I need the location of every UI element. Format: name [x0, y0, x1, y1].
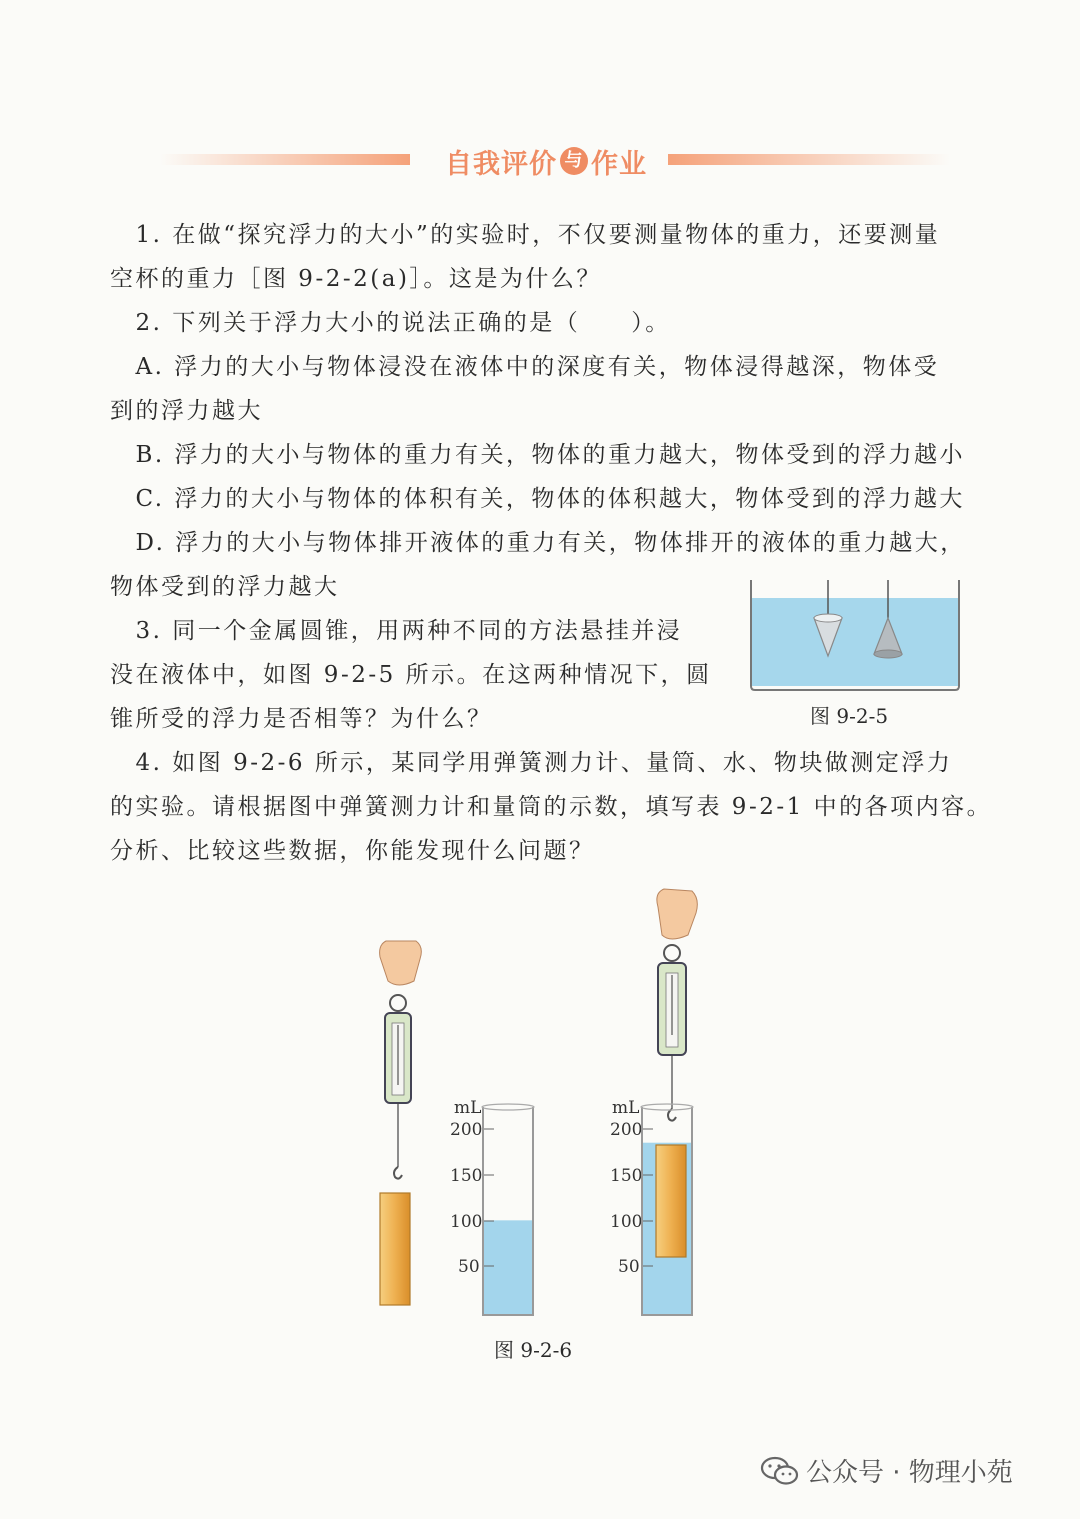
right-cylinder-unit: mL [612, 1098, 640, 1118]
q2-option-a-line-1: A. 浮力的大小与物体浸没在液体中的深度有关，物体浸得越深，物体受 [110, 354, 940, 380]
header-left-bar [160, 154, 410, 165]
figure-9-2-5 [748, 580, 962, 692]
section-header [160, 138, 950, 184]
section-title [422, 138, 670, 184]
right-scale-150: 150 [610, 1166, 643, 1186]
left-scale-100: 100 [450, 1212, 483, 1232]
left-block [380, 1193, 410, 1305]
q2-option-a-line-2: 到的浮力越大 [110, 398, 263, 424]
q1-line-1: 1. 在做“探究浮力的大小”的实验时，不仅要测量物体的重力，还要测量 [110, 222, 941, 248]
section-title-part2: 作业 [591, 148, 647, 180]
left-cylinder-unit: mL [454, 1098, 482, 1118]
left-scale-150: 150 [450, 1166, 483, 1186]
q3-line-2: 没在液体中，如图 9-2-5 所示。在这两种情况下，圆 [110, 662, 712, 688]
figure-9-2-6 [370, 885, 710, 1325]
left-cylinder-scale [450, 1098, 482, 1277]
q3-line-3: 锥所受的浮力是否相等？为什么？ [110, 706, 493, 732]
left-cylinder [482, 1104, 534, 1315]
right-spring-scale [658, 945, 686, 1121]
right-scale-200: 200 [610, 1120, 643, 1140]
right-block-submerged [656, 1145, 686, 1257]
q2-option-c: C. 浮力的大小与物体的体积有关，物体的体积越大，物体受到的浮力越大 [110, 486, 965, 512]
right-scale-100: 100 [610, 1212, 643, 1232]
q2-option-b: B. 浮力的大小与物体的重力有关，物体的重力越大，物体受到的浮力越小 [110, 442, 966, 468]
left-spring-scale [385, 995, 411, 1179]
watermark [760, 1452, 1013, 1489]
figure-9-2-6-caption: 图 9-2-6 [494, 1338, 573, 1362]
q4-line-1: 4. 如图 9-2-6 所示，某同学用弹簧测力计、量筒、水、物块做测定浮力 [110, 750, 953, 776]
q1-line-2: 空杯的重力［图 9-2-2(a)］。这是为什么？ [110, 266, 602, 292]
section-title-part1: 自我评价 [445, 148, 557, 180]
q3-line-1: 3. 同一个金属圆锥，用两种不同的方法悬挂并浸 [110, 618, 683, 644]
q2-stem: 2. 下列关于浮力大小的说法正确的是（ ）。 [110, 310, 671, 336]
beaker-water [752, 598, 958, 686]
right-hand-icon [657, 889, 697, 939]
q4-line-2: 的实验。请根据图中弹簧测力计和量筒的示数，填写表 9-2-1 中的各项内容。 [110, 794, 993, 820]
left-scale-200: 200 [450, 1120, 483, 1140]
section-title-circle: 与 [560, 147, 588, 175]
wechat-icon [760, 1455, 800, 1487]
q4-line-3: 分析、比较这些数据，你能发现什么问题？ [110, 838, 595, 864]
watermark-text: 公众号 · 物理小苑 [806, 1458, 1013, 1488]
left-hand-icon [380, 941, 422, 985]
left-cylinder-water [483, 1220, 533, 1315]
q2-option-d-line-1: D. 浮力的大小与物体排开液体的重力有关，物体排开的液体的重力越大， [110, 530, 966, 556]
left-scale-50: 50 [458, 1257, 480, 1277]
right-cylinder-scale [610, 1098, 642, 1277]
right-scale-50: 50 [618, 1257, 640, 1277]
figure-9-2-5-caption: 图 9-2-5 [810, 704, 889, 728]
header-right-bar [668, 154, 950, 165]
q2-option-d-line-2: 物体受到的浮力越大 [110, 574, 340, 600]
